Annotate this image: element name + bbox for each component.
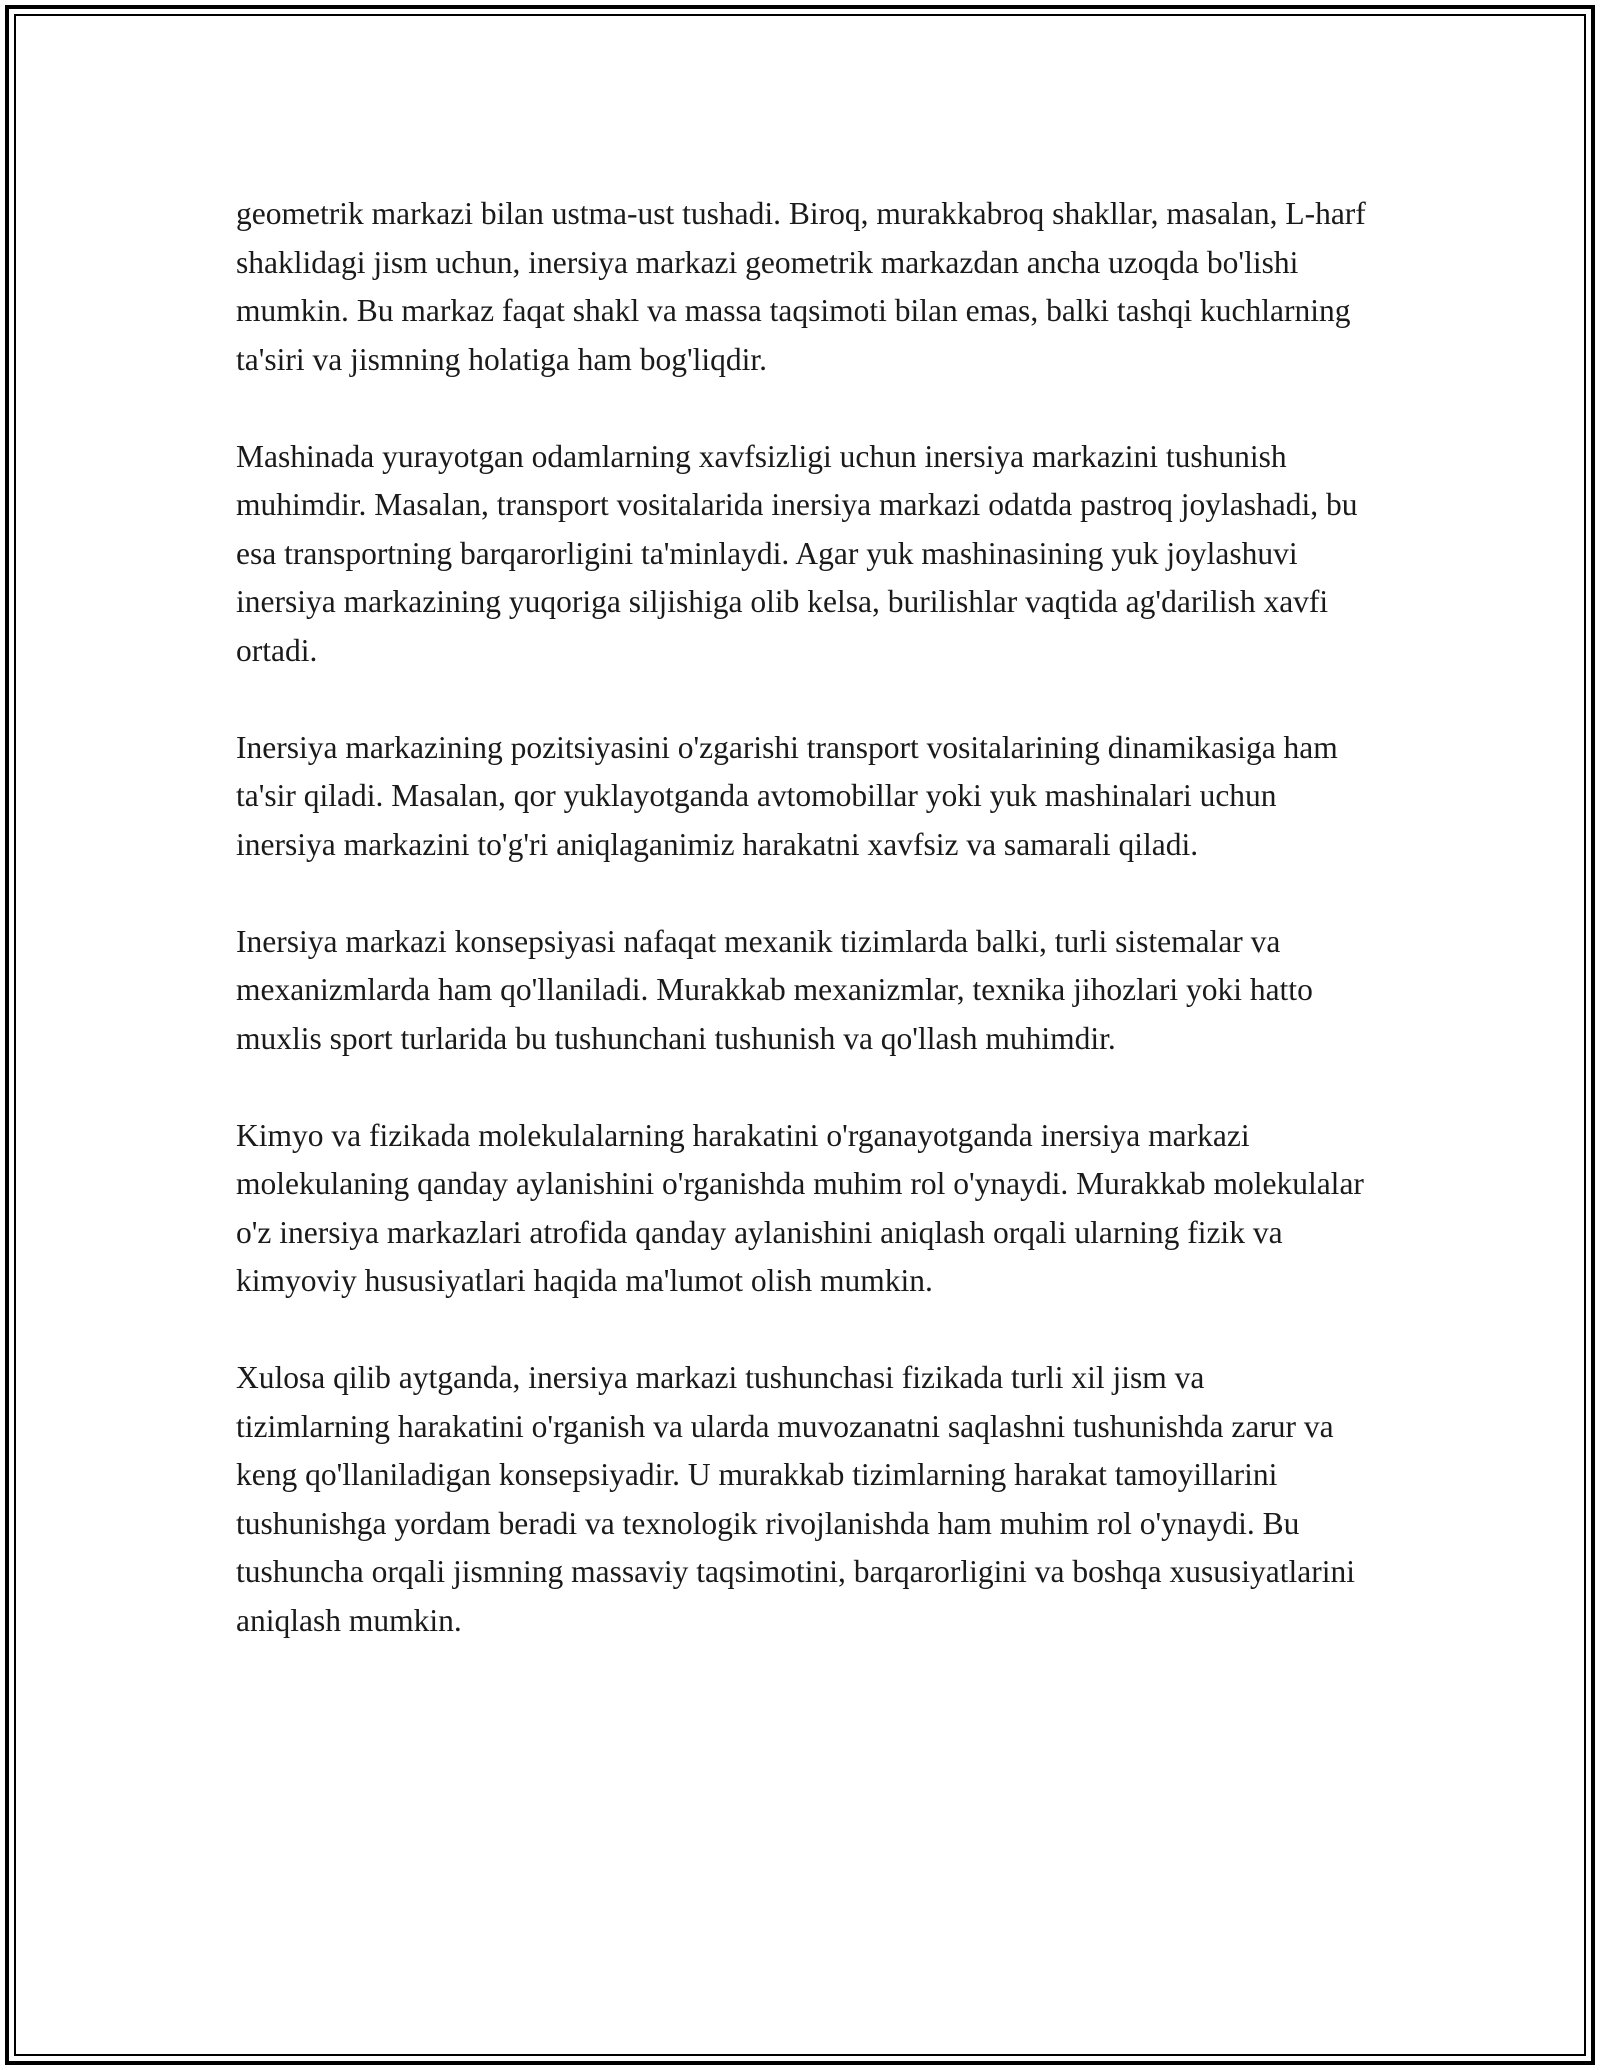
paragraph: Mashinada yurayotgan odamlarning xavfsizligi uchun inersiya markazini tushunish muhimdir. Masalan, transport vositalarida inersiya markazi odatda pastroq joylashadi, bu esa transportning barqarorligini ta'minlaydi. Agar yuk mashinasining yuk joylashuvi inersiya markazining yuqoriga siljishiga olib kelsa, burilishlar vaqtida ag'darilish xavfi ortadi. — [236, 438, 1358, 668]
paragraph: geometrik markazi bilan ustma-ust tushadi. Biroq, murakkabroq shakllar, masalan, L-harf shaklidagi jism uchun, inersiya markazi geometrik markazdan ancha uzoqda bo'lishi mumkin. Bu markaz faqat shakl va massa taqsimoti bilan emas, balki tashqi kuchlarning ta'siri va jismning holatiga ham bog'liqdir. — [236, 196, 1366, 377]
paragraph: Xulosa qilib aytganda, inersiya markazi tushunchasi fizikada turli xil jism va tizimlarning harakatini o'rganish va ularda muvozanatni saqlashni tushunishda zarur va keng qo'llaniladigan konsepsiyadir. U murakkab tizimlarning harakat tamoyillarini tushunishga yordam beradi va texnologik rivojlanishda ham muhim rol o'ynaydi. Bu tushuncha orqali jismning massaviy taqsimotini, barqarorligini va boshqa xususiyatlarini aniqlash mumkin. — [236, 1360, 1355, 1638]
document-body — [236, 190, 1366, 1645]
paragraph: Inersiya markazining pozitsiyasini o'zgarishi transport vositalarining dinamikasiga ham ta'sir qiladi. Masalan, qor yuklayotganda avtomobillar yoki yuk mashinalari uchun inersiya markazini to'g'ri aniqlaganimiz harakatni xavfsiz va samarali qiladi. — [236, 729, 1338, 862]
paragraph: Kimyo va fizikada molekulalarning harakatini o'rganayotganda inersiya markazi molekulaning qanday aylanishini o'rganishda muhim rol o'ynaydi. Murakkab molekulalar o'z inersiya markazlari atrofida qanday aylanishini aniqlash orqali ularning fizik va kimyoviy hususiyatlari haqida ma'lumot olish mumkin. — [236, 1117, 1364, 1298]
paragraph: Inersiya markazi konsepsiyasi nafaqat mexanik tizimlarda balki, turli sistemalar va mexanizmlarda ham qo'llaniladi. Murakkab mexanizmlar, texnika jihozlari yoki hatto muxlis sport turlarida bu tushunchani tushunish va qo'llash muhimdir. — [236, 923, 1313, 1056]
